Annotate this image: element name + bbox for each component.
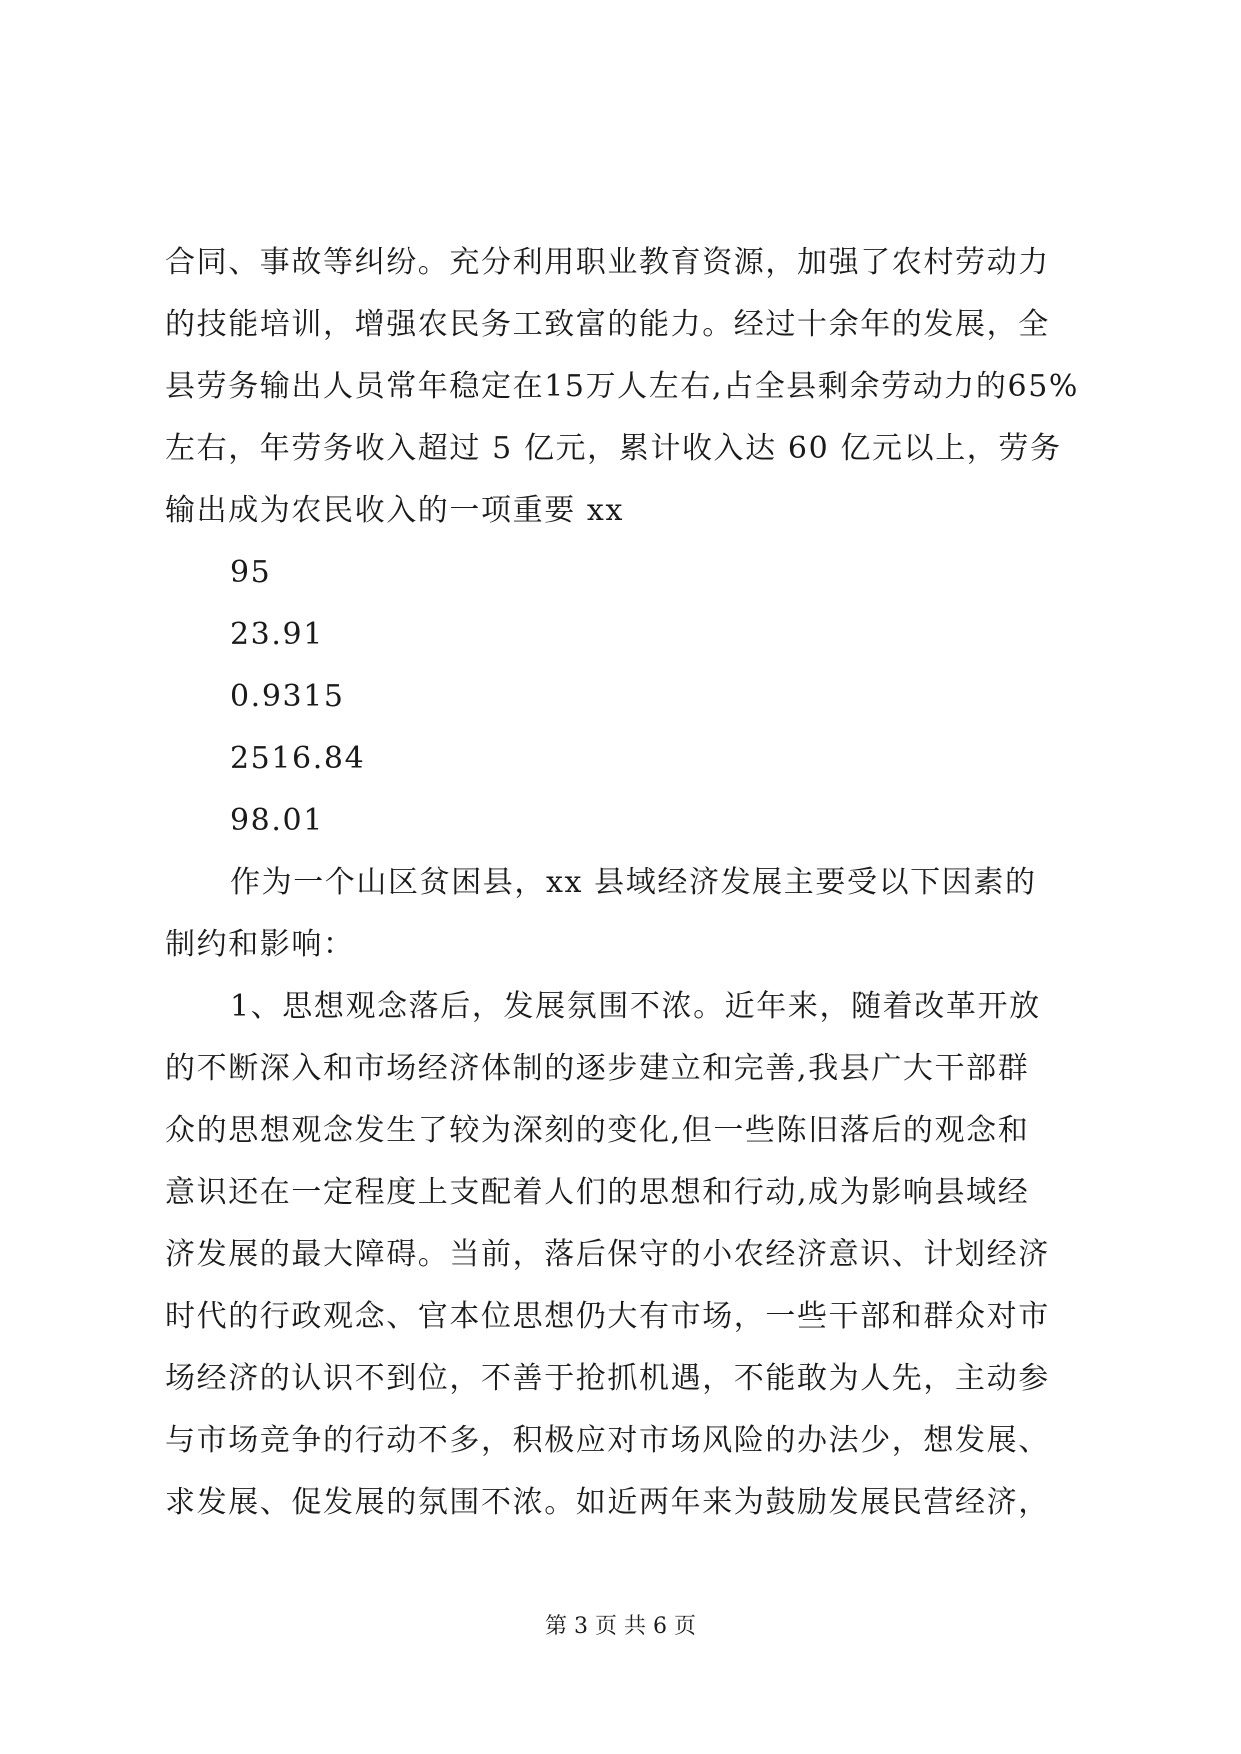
text-line: 制约和影响： xyxy=(165,927,355,962)
page-number-footer: 第 3 页 共 6 页 xyxy=(545,1614,696,1639)
text-line: 济发展的最大障碍。当前，落后保守的小农经济意识、计划经济 xyxy=(165,1237,1050,1272)
document-body xyxy=(165,232,1085,1534)
number-list xyxy=(165,542,1085,852)
text-line: 场经济的认识不到位，不善于抢抓机遇，不能敢为人先，主动参 xyxy=(165,1361,1050,1396)
text-line: 时代的行政观念、官本位思想仍大有市场，一些干部和群众对市 xyxy=(165,1299,1050,1334)
number-value: 2516.84 xyxy=(230,741,366,776)
number-value: 95 xyxy=(230,555,272,590)
paragraph-1 xyxy=(165,232,1085,542)
text-line: 1、思想观念落后，发展氛围不浓。近年来，随着改革开放 xyxy=(230,989,1041,1024)
number-value: 23.91 xyxy=(230,617,324,652)
number-value: 0.9315 xyxy=(230,679,345,714)
text-line: 左右，年劳务收入超过 5 亿元，累计收入达 60 亿元以上，劳务 xyxy=(165,431,1062,466)
text-line: 求发展、促发展的氛围不浓。如近两年来为鼓励发展民营经济， xyxy=(165,1485,1050,1520)
text-line: 众的思想观念发生了较为深刻的变化,但一些陈旧落后的观念和 xyxy=(165,1113,1030,1148)
text-line: 作为一个山区贫困县，xx 县域经济发展主要受以下因素的 xyxy=(230,865,1037,900)
text-line: 县劳务输出人员常年稳定在15万人左右,占全县剩余劳动力的65% xyxy=(165,369,1079,404)
text-line: 输出成为农民收入的一项重要 xx xyxy=(165,493,624,528)
text-line: 的不断深入和市场经济体制的逐步建立和完善,我县广大干部群 xyxy=(165,1051,1030,1086)
text-line: 合同、事故等纠纷。充分利用职业教育资源，加强了农村劳动力 xyxy=(165,245,1050,280)
text-line: 的技能培训，增强农民务工致富的能力。经过十余年的发展，全 xyxy=(165,307,1050,342)
text-line: 意识还在一定程度上支配着人们的思想和行动,成为影响县域经 xyxy=(165,1175,1030,1210)
number-value: 98.01 xyxy=(230,803,324,838)
paragraph-2 xyxy=(165,852,1085,976)
text-line: 与市场竞争的行动不多，积极应对市场风险的办法少，想发展、 xyxy=(165,1423,1050,1458)
paragraph-3 xyxy=(165,976,1085,1534)
